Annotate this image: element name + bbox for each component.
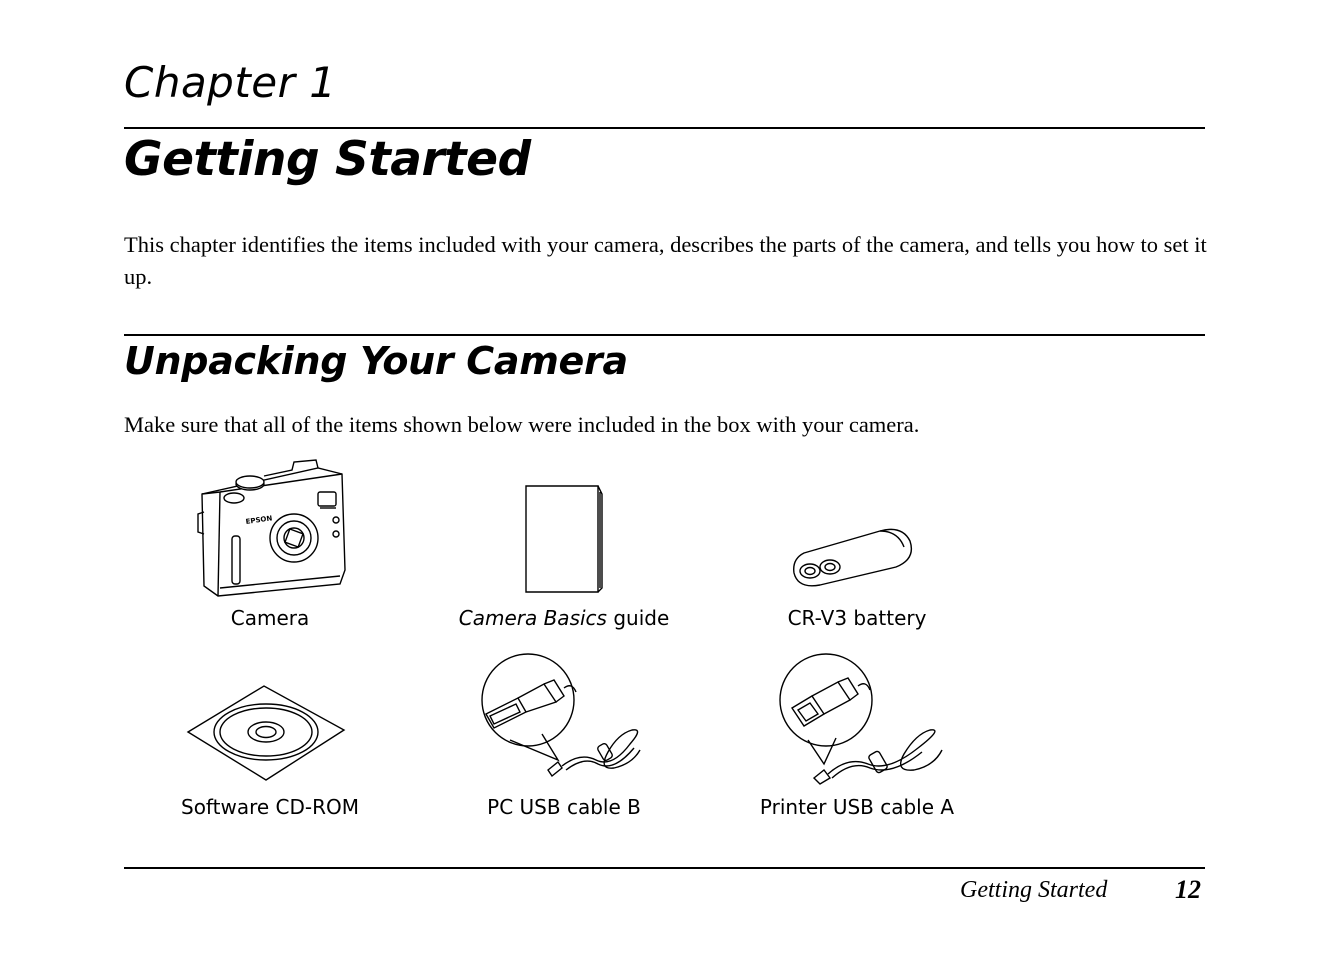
section-rule <box>124 334 1205 336</box>
caption-pc-usb: PC USB cable B <box>487 795 641 819</box>
caption-camera: Camera <box>230 606 310 630</box>
pc-usb-cable-illustration <box>480 652 650 784</box>
camera-illustration <box>190 462 360 602</box>
chapter-label: Chapter 1 <box>124 58 337 107</box>
cd-illustration <box>186 684 348 784</box>
guide-illustration <box>524 484 604 596</box>
section-title: Unpacking Your Camera <box>124 339 628 383</box>
caption-guide-italic: Camera Basics <box>458 606 607 630</box>
caption-cd: Software CD-ROM <box>181 795 359 819</box>
battery-illustration <box>790 525 920 587</box>
intro-paragraph: This chapter identifies the items included with your camera, describes the parts of the camera, and tells you how to set it up. <box>124 232 1207 289</box>
footer-title: Getting Started <box>960 877 1108 903</box>
caption-battery: CR-V3 battery <box>787 606 927 630</box>
section-paragraph: Make sure that all of the items shown below were included in the box with your camera. <box>124 412 920 437</box>
chapter-title: Getting Started <box>124 132 531 187</box>
chapter-rule <box>124 127 1205 129</box>
caption-guide-rest: guide <box>606 606 670 630</box>
printer-usb-cable-illustration <box>778 652 948 786</box>
caption-guide <box>459 606 670 630</box>
page-number: 12 <box>1175 875 1201 904</box>
footer-rule <box>124 867 1205 869</box>
caption-printer-usb: Printer USB cable A <box>759 795 955 819</box>
camera-brand-logo: EPSON <box>245 514 273 526</box>
